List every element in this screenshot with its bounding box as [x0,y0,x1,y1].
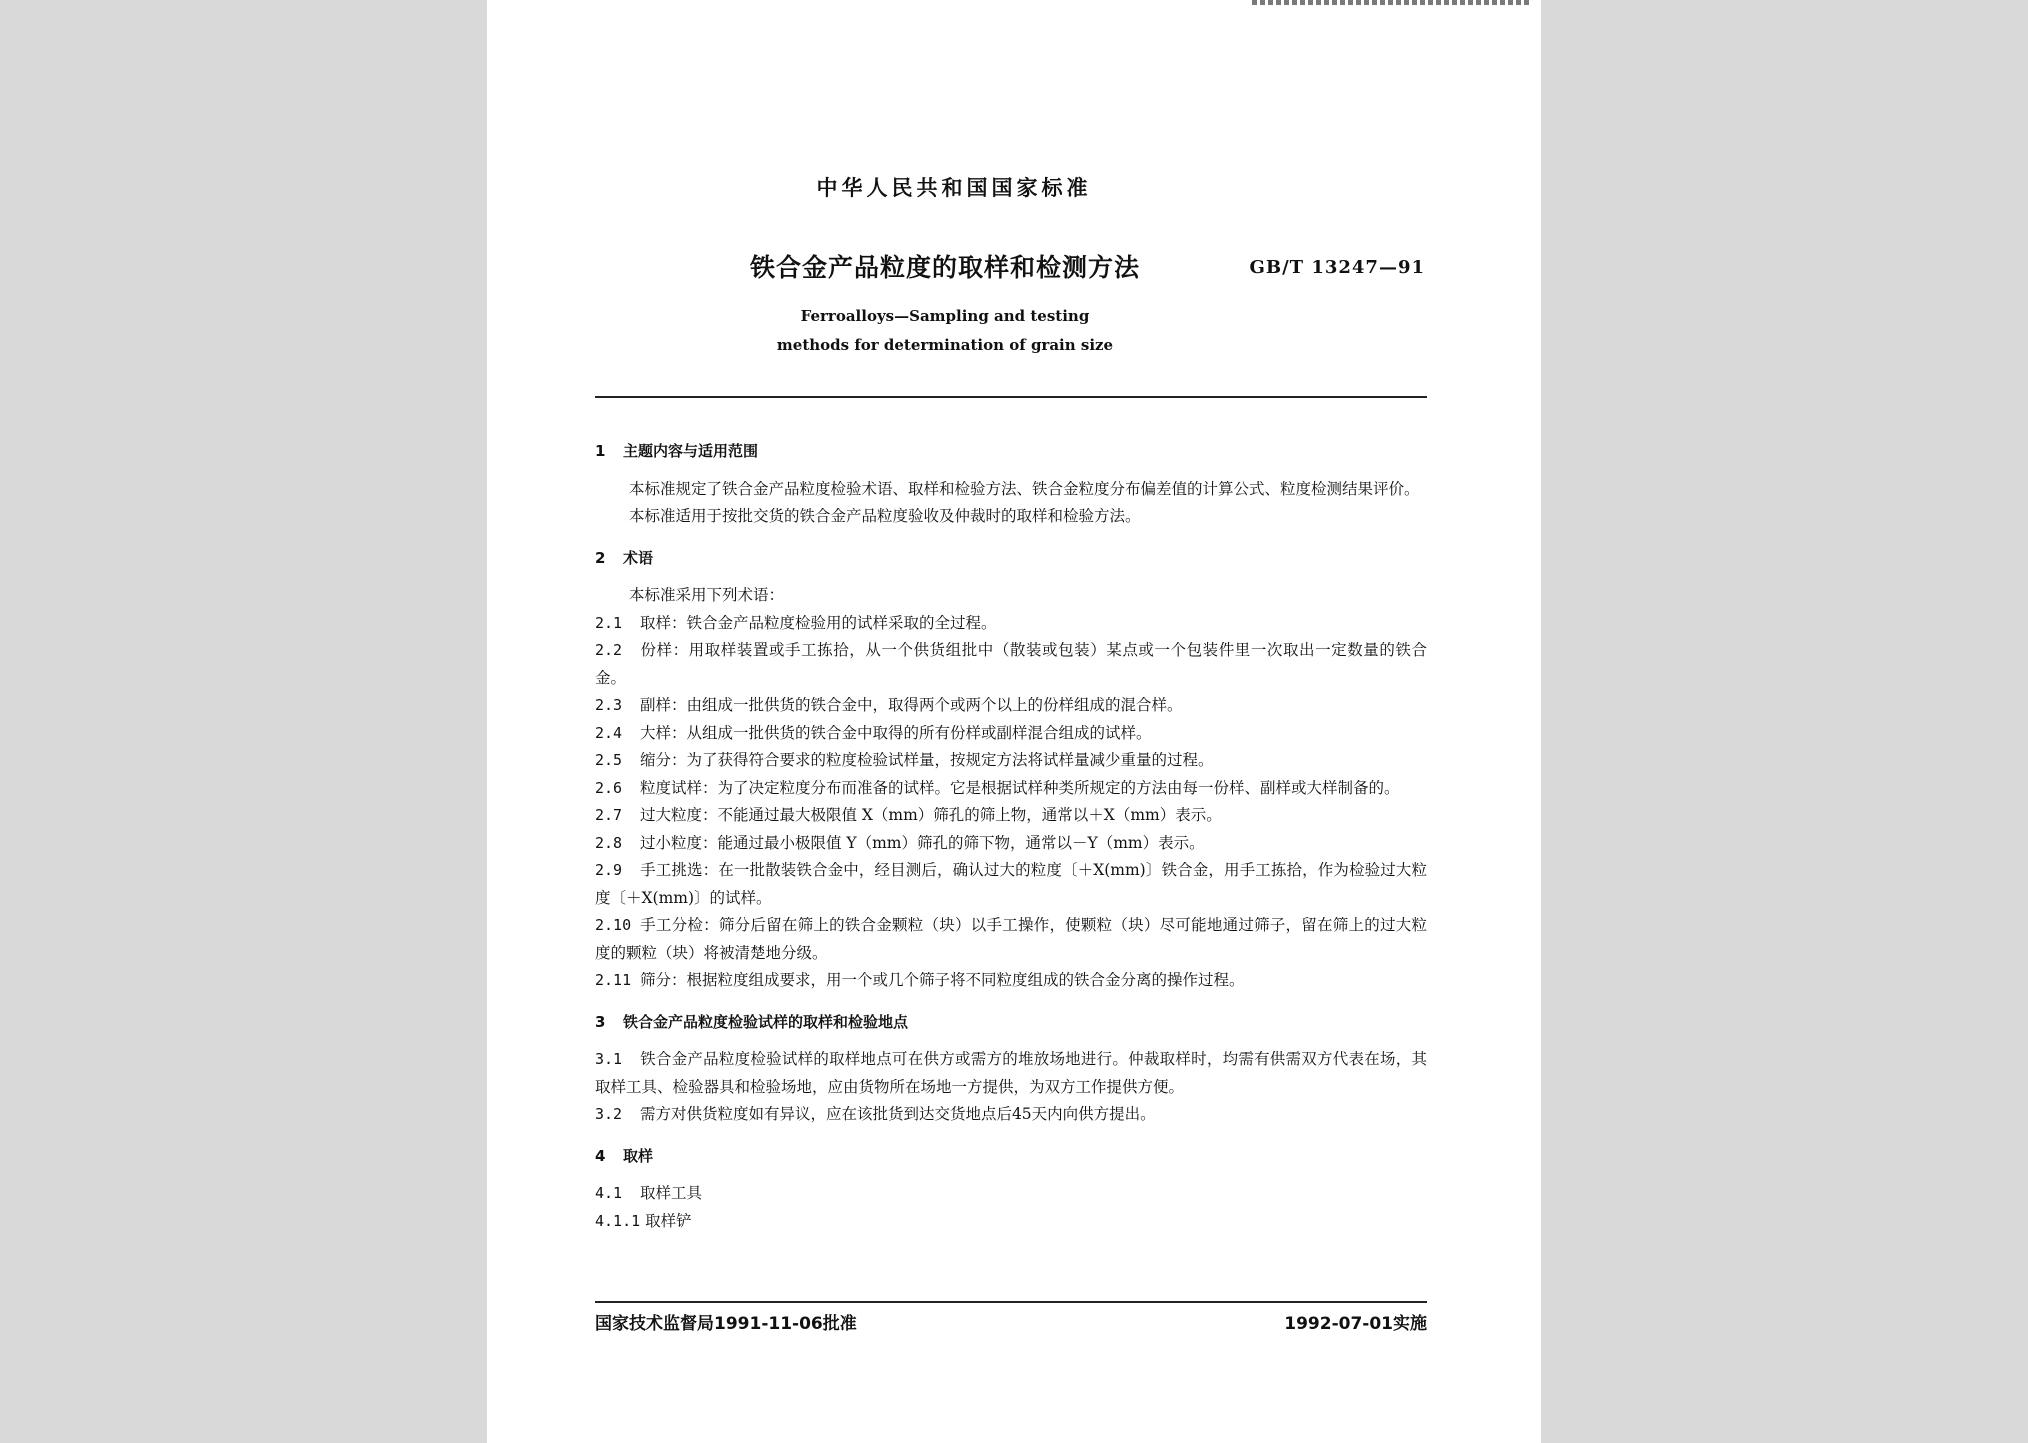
clause-number: 2.4 [595,723,623,742]
paragraph: 本标准规定了铁合金产品粒度检验术语、取样和检验方法、铁合金粒度分布偏差值的计算公式、粒度检测结果评价。 [629,479,1420,498]
paragraph: 本标准适用于按批交货的铁合金产品粒度验收及仲裁时的取样和检验方法。 [629,507,1141,525]
english-title-line-2: methods for determination of grain size [776,336,1114,354]
clause-number: 2.2 [595,641,623,659]
clause-text: 大样：从组成一批供货的铁合金中取得的所有份样或副样混合组成的试样。 [639,723,1152,742]
implementation-date: 1992-07-01实施 [1284,1314,1427,1334]
clause-number: 2.8 [595,833,623,852]
clause [595,1208,1427,1236]
clause-text: 手工挑选：在一批散装铁合金中，经目测后，确认过大的粒度〔＋X(mm)〕铁合金，用手工拣拾，作为检验过大粒度〔＋X(mm)〕的试样。 [595,861,1427,907]
clause-number: 2.9 [595,861,623,879]
section-heading [595,438,1427,466]
clause-text: 铁合金产品粒度检验试样的取样地点可在供方或需方的堆放场地进行。仲裁取样时，均需有供需双方代表在场，其取样工具、检验器具和检验场地，应由货物所在场地一方提供，为双方工作提供方便。 [595,1050,1427,1096]
clause-text: 取样工具 [639,1184,702,1202]
clause [595,637,1427,692]
clause-text: 副样：由组成一批供货的铁合金中，取得两个或两个以上的份样组成的混合样。 [639,696,1183,714]
section-title: 主题内容与适用范围 [623,442,759,460]
approval-date: 国家技术监督局1991-11-06批准 [595,1314,857,1334]
clause-number: 4.1.1 [595,1211,641,1230]
clause [595,830,1427,858]
document-body [595,432,1427,1235]
clause [595,1101,1427,1129]
document-title: 铁合金产品粒度的取样和检测方法 [749,253,1140,282]
clause [595,1180,1427,1208]
clause-number: 2.10 [595,916,632,934]
section-title: 铁合金产品粒度检验试样的取样和检验地点 [623,1012,909,1031]
section-title: 术语 [623,548,654,567]
clause-text: 手工分检：筛分后留在筛上的铁合金颗粒（块）以手工操作，使颗粒（块）尽可能地通过筛子，留在筛上的过大粒度的颗粒（块）将被清楚地分级。 [595,916,1427,962]
clause-number: 3.1 [595,1050,623,1068]
clause-number: 2.3 [595,696,623,714]
clause [595,912,1427,967]
clause-number: 2.7 [595,806,623,824]
section-title: 取样 [623,1146,654,1165]
scan-artifact [1252,0,1532,5]
title-row [595,248,1425,288]
clause-text: 过大粒度：不能通过最大极限值 X（mm）筛孔的筛上物，通常以＋X（mm）表示。 [639,806,1222,824]
clause [595,747,1427,775]
clause-number: 2.5 [595,751,623,769]
english-title [595,302,1295,360]
clause-text: 过小粒度：能通过最小极限值 Y（mm）筛孔的筛下物，通常以－Y（mm）表示。 [639,833,1205,852]
section-number: 1 [595,442,606,460]
clause-text: 需方对供货粒度如有异议，应在该批货到达交货地点后45天内向供方提出。 [639,1105,1156,1123]
section-number: 4 [595,1146,606,1165]
clause-number: 2.1 [595,613,623,632]
clause [595,692,1427,720]
clause-text: 取样铲 [645,1211,692,1230]
section-heading [595,1009,1427,1037]
section-number: 2 [595,548,606,567]
clause-number: 2.11 [595,971,632,989]
clause-text: 取样：铁合金产品粒度检验用的试样采取的全过程。 [639,613,997,632]
paragraph: 本标准采用下列术语： [629,586,785,604]
section-number: 3 [595,1012,606,1031]
clause [595,1046,1427,1101]
clause [595,720,1427,748]
clause-number: 3.2 [595,1105,623,1123]
clause [595,967,1427,995]
clause-number: 2.6 [595,778,623,797]
footer-divider [595,1301,1427,1303]
english-title-line-1: Ferroalloys—Sampling and testing [800,307,1090,325]
clause [595,610,1427,638]
clause-text: 筛分：根据粒度组成要求，用一个或几个筛子将不同粒度组成的铁合金分离的操作过程。 [639,971,1245,989]
clause [595,775,1427,803]
clause-number: 4.1 [595,1184,623,1202]
clause [595,802,1427,830]
clause-text: 粒度试样：为了决定粒度分布而准备的试样。它是根据试样种类所规定的方法由每一份样、副样或大样制备的。 [639,778,1400,797]
document-page [487,0,1541,1443]
section-heading [595,1143,1427,1171]
clause-text: 缩分：为了获得符合要求的粒度检验试样量，按规定方法将试样量减少重量的过程。 [639,751,1214,769]
header-divider [595,396,1427,398]
clause [595,857,1427,912]
standard-code: GB/T 13247—91 [1249,257,1425,278]
section-heading [595,545,1427,573]
clause-text: 份样：用取样装置或手工拣拾，从一个供货组批中（散装或包装）某点或一个包装件里一次取出一定数量的铁合金。 [595,641,1427,687]
national-standard-heading: 中华人民共和国国家标准 [816,176,1092,200]
